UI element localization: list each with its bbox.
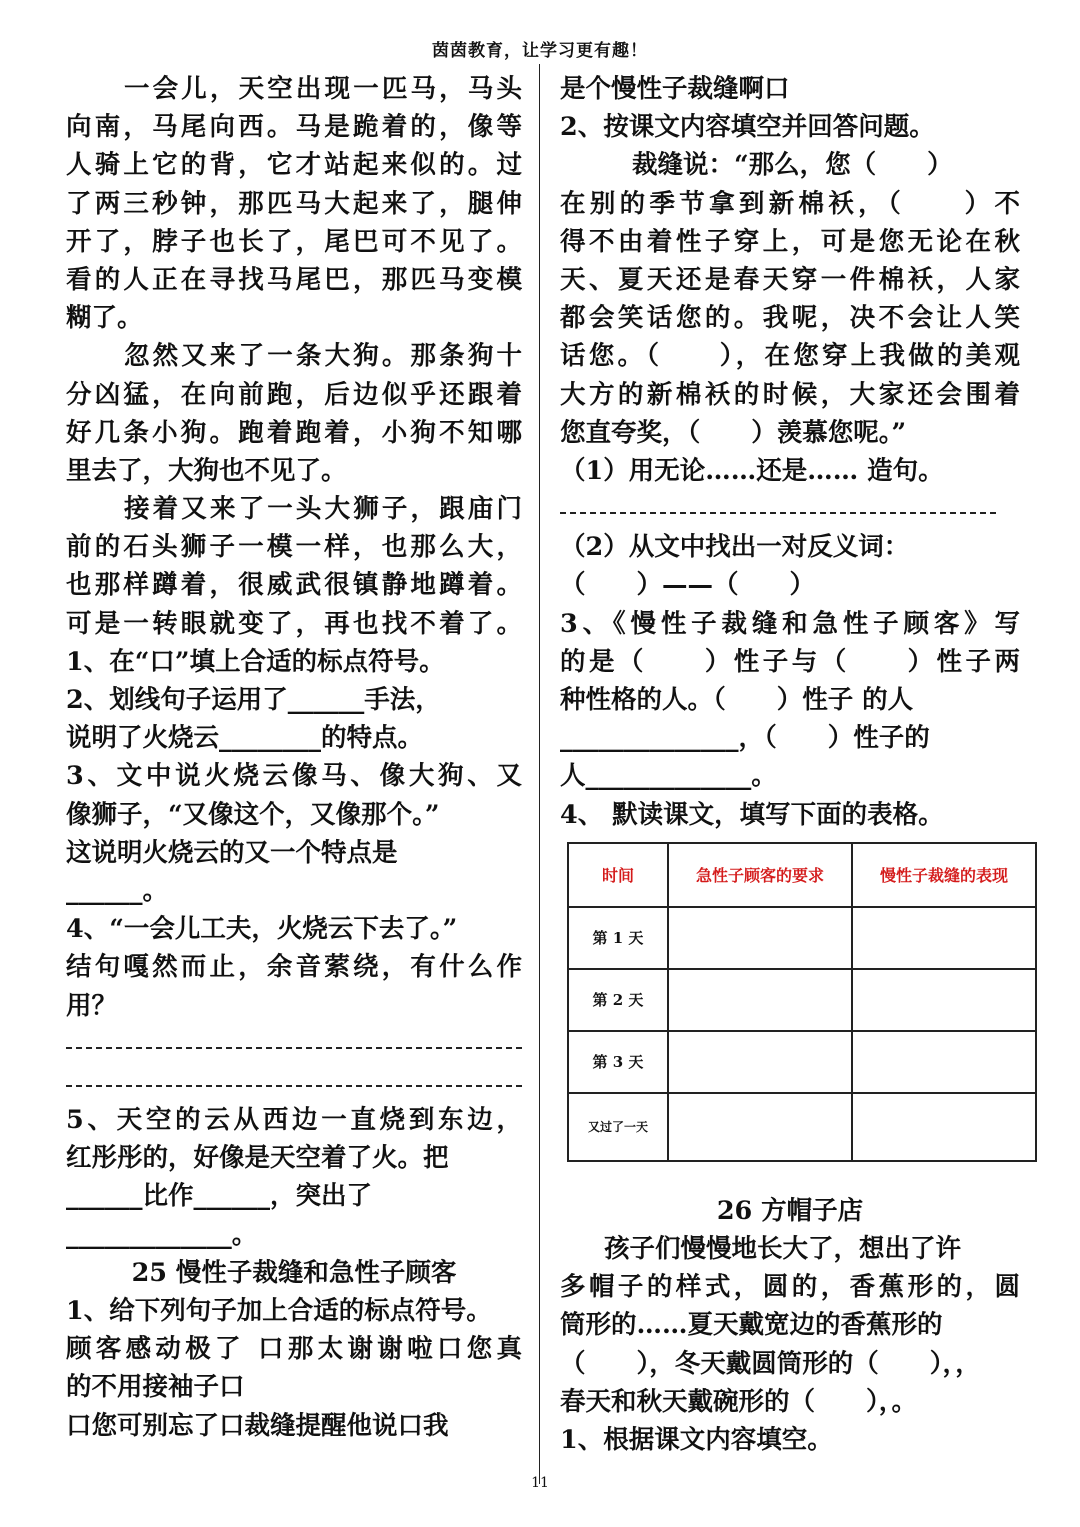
question-5: 5、天空的云从西边一直烧到东边， bbox=[66, 1105, 522, 1136]
text-line: 结句嘎然而止，余音萦绕，有什么作 bbox=[66, 952, 522, 983]
text-line: 用？ bbox=[66, 990, 118, 1021]
text-line: 也那样蹲着，很威武很镇静地蹲着。 bbox=[66, 570, 522, 601]
answer-line bbox=[66, 1063, 522, 1101]
text-line: 得不由着性子穿上，可是您无论在秋 bbox=[560, 226, 1020, 257]
text-line: 是个慢性子裁缝啊口 bbox=[560, 74, 790, 104]
text-line: 的不用接袖子口 bbox=[66, 1372, 245, 1403]
text-line: 一会儿，天空出现一匹马，马头 bbox=[124, 74, 522, 104]
question-2: 2、划线句子运用了______手法， bbox=[66, 685, 441, 715]
answer-line bbox=[560, 490, 996, 528]
table-cell-blank[interactable] bbox=[668, 969, 852, 1031]
column-divider bbox=[539, 64, 540, 1484]
text-line: ______比作______，突出了 bbox=[66, 1181, 373, 1212]
table-row bbox=[568, 907, 1036, 969]
table-cell-blank[interactable] bbox=[852, 907, 1036, 969]
right-column bbox=[560, 70, 1020, 1459]
text-line: 天、夏天还是春天穿一件棉袄，人家 bbox=[560, 264, 1020, 295]
text-line: 前的石头狮子一模一样，也那么大， bbox=[66, 532, 522, 563]
text-line: 可是一转眼就变了，再也找不着了。 bbox=[66, 608, 522, 639]
text-line: 在别的季节拿到新棉袄，（ ）不 bbox=[560, 188, 1020, 219]
table-cell-day: 第 3 天 bbox=[568, 1031, 668, 1093]
table-cell-day: 第 1 天 bbox=[568, 907, 668, 969]
text-line: （ ），冬天戴圆筒形的（ ），， bbox=[560, 1348, 981, 1379]
text-line: 忽然又来了一条大狗。那条狗十 bbox=[124, 341, 522, 372]
text-line: 了两三秒钟，那匹马大起来了，腿伸 bbox=[66, 188, 522, 219]
text-line: 开了，脖子也长了，尾巴可不见了。 bbox=[66, 226, 522, 257]
question-1: 1、给下列句子加上合适的标点符号。 bbox=[66, 1296, 492, 1326]
lesson-25-title: 25 慢性子裁缝和急性子顾客 bbox=[131, 1257, 457, 1288]
table-cell-blank[interactable] bbox=[852, 1093, 1036, 1161]
left-column bbox=[66, 70, 522, 1445]
text-line: 说明了火烧云________的特点。 bbox=[66, 723, 424, 754]
text-line: 分凶猛，在向前跑，后边似乎还跟着 bbox=[66, 379, 522, 410]
text-line: 糊了。 bbox=[66, 303, 143, 334]
text-line: 口您可别忘了口裁缝提醒他说口我 bbox=[66, 1410, 449, 1441]
question-3: 3、文中说火烧云像马、像大狗、又 bbox=[66, 761, 522, 792]
text-line: 好几条小狗。跑着跑着，小狗不知哪 bbox=[66, 417, 522, 448]
lesson-26-title: 26 方帽子店 bbox=[716, 1195, 864, 1226]
table-row bbox=[568, 1031, 1036, 1093]
question-4: 4、“一会儿工夫，火烧云下去了。” bbox=[66, 914, 458, 945]
text-line: 的是（ ）性子与（ ）性子两 bbox=[560, 646, 1020, 677]
text-line: 向南，马尾向西。马是跪着的，像等 bbox=[66, 112, 522, 143]
table-header: 慢性子裁缝的表现 bbox=[852, 843, 1036, 907]
question-2: 2、按课文内容填空并回答问题。 bbox=[560, 112, 935, 143]
table-header: 急性子顾客的要求 bbox=[668, 843, 852, 907]
text-line: 看的人正在寻找马尾巴，那匹马变模 bbox=[66, 264, 522, 295]
table-row bbox=[568, 1093, 1036, 1161]
page-number: 11 bbox=[531, 1475, 549, 1491]
text-line: 顾客感动极了 口那太谢谢啦口您真 bbox=[66, 1334, 522, 1365]
answer-line bbox=[66, 1025, 522, 1063]
table-cell-blank[interactable] bbox=[668, 907, 852, 969]
table-cell-blank[interactable] bbox=[668, 1031, 852, 1093]
table-cell-blank[interactable] bbox=[852, 1031, 1036, 1093]
text-line: 红彤彤的，好像是天空着了火。把 bbox=[66, 1143, 449, 1174]
sub-question-1: （1）用无论……还是…… 造句。 bbox=[560, 455, 944, 486]
text-line: 孩子们慢慢地长大了，想出了许 bbox=[604, 1233, 962, 1264]
text-line: 接着又来了一头大狮子，跟庙门 bbox=[124, 494, 522, 525]
text-line: 人骑上它的背，它才站起来似的。过 bbox=[66, 150, 522, 181]
table-header: 时间 bbox=[568, 843, 668, 907]
question-4: 4、 默读课文，填写下面的表格。 bbox=[560, 799, 944, 830]
text-line: ______________，（ ）性子的 bbox=[560, 723, 930, 754]
text-line: 大方的新棉袄的时候，大家还会围着 bbox=[560, 379, 1020, 410]
question-1: 1、在“口”填上合适的标点符号。 bbox=[66, 646, 445, 677]
fill-in-table bbox=[567, 842, 1037, 1162]
sub-question-2: （2）从文中找出一对反义词： bbox=[560, 532, 910, 563]
text-line: ______。 bbox=[66, 875, 169, 906]
text-line: 都会笑话您的。我呢，决不会让人笑 bbox=[560, 303, 1020, 334]
text-line: _____________。 bbox=[66, 1219, 258, 1250]
table-cell-blank[interactable] bbox=[668, 1093, 852, 1161]
text-line: （ ）——（ ） bbox=[560, 570, 816, 601]
text-line: 春天和秋天戴碗形的（ ），。 bbox=[560, 1386, 918, 1417]
text-line: 里去了，大狗也不见了。 bbox=[66, 455, 347, 486]
table-cell-day: 又过了一天 bbox=[568, 1093, 668, 1161]
text-line: 人_____________。 bbox=[560, 761, 777, 792]
text-line: 这说明火烧云的又一个特点是 bbox=[66, 837, 398, 868]
question-3: 3、《慢性子裁缝和急性子顾客》写 bbox=[560, 608, 1020, 639]
table-row bbox=[568, 969, 1036, 1031]
text-line: 筒形的……夏天戴宽边的香蕉形的 bbox=[560, 1310, 943, 1341]
text-line: 多帽子的样式，圆的，香蕉形的，圆 bbox=[560, 1272, 1020, 1303]
text-line: 裁缝说：“那么，您（ ） bbox=[632, 150, 953, 181]
text-line: 您直夸奖，（ ）羡慕您呢。” bbox=[560, 417, 907, 448]
question-1: 1、根据课文内容填空。 bbox=[560, 1424, 833, 1455]
table-cell-blank[interactable] bbox=[852, 969, 1036, 1031]
page-header: 茵茵教育，让学习更有趣！ bbox=[432, 41, 648, 61]
table-cell-day: 第 2 天 bbox=[568, 969, 668, 1031]
text-line: 种性格的人。（ ）性子 的人 bbox=[560, 685, 914, 715]
text-line: 话您。（ ），在您穿上我做的美观 bbox=[560, 341, 1020, 372]
text-line: 像狮子，“又像这个，又像那个。” bbox=[66, 799, 440, 830]
table-header-row bbox=[568, 843, 1036, 907]
